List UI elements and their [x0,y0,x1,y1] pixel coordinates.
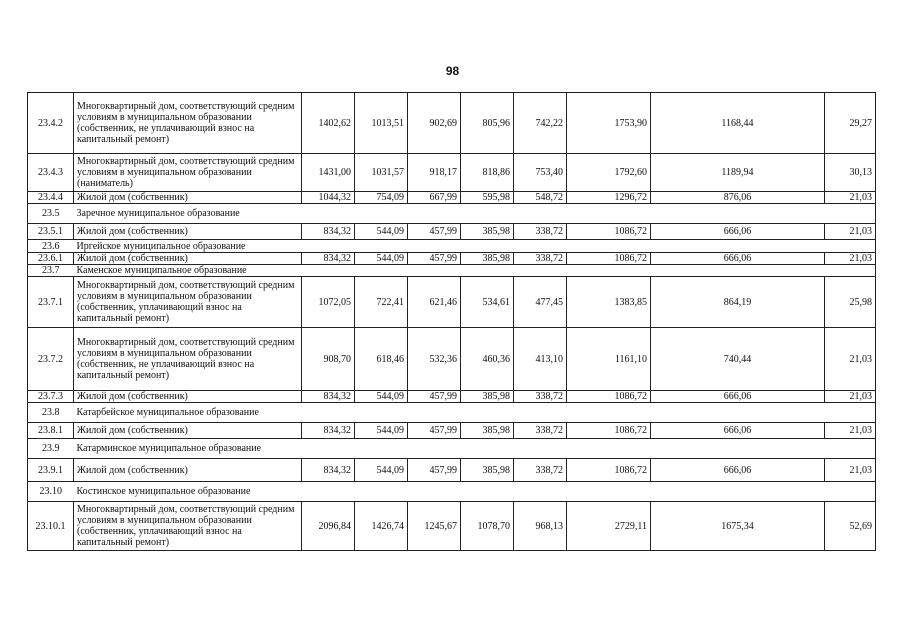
row-code: 23.5.1 [28,224,74,240]
row-value-v3: 1245,67 [408,502,461,551]
row-name: Жилой дом (собственник) [74,192,302,204]
row-code: 23.4.4 [28,192,74,204]
row-value-v5: 413,10 [514,328,567,391]
row-value-v6: 1086,72 [567,423,651,439]
row-value-v2: 544,09 [355,423,408,439]
table-row [28,253,876,265]
row-value-v7: 1189,94 [651,154,825,192]
row-name: Жилой дом (собственник) [74,459,302,482]
page-number: 98 [445,64,460,78]
section-code: 23.10 [28,482,74,502]
row-value-v3: 667,99 [408,192,461,204]
row-value-v1: 1044,32 [302,192,355,204]
row-value-v5: 968,13 [514,502,567,551]
row-value-v3: 457,99 [408,459,461,482]
row-value-v4: 595,98 [461,192,514,204]
row-value-v8: 21,03 [825,328,876,391]
row-value-v7: 740,44 [651,328,825,391]
row-value-v8: 21,03 [825,192,876,204]
row-name: Многоквартирный дом, соответствующий средним условиям в муниципальном образовании (собственник, уплачивающий взнос на капитальный ремонт) [74,277,302,328]
row-value-v7: 1168,44 [651,93,825,154]
row-value-v5: 742,22 [514,93,567,154]
row-value-v4: 385,98 [461,224,514,240]
section-title: Иргейское муниципальное образование [74,240,876,253]
section-row [28,240,876,253]
table-row [28,93,876,154]
row-value-v6: 1086,72 [567,391,651,403]
row-value-v3: 902,69 [408,93,461,154]
table-row [28,423,876,439]
row-value-v4: 805,96 [461,93,514,154]
table-row [28,277,876,328]
row-value-v1: 1402,62 [302,93,355,154]
row-value-v8: 21,03 [825,423,876,439]
row-value-v8: 21,03 [825,459,876,482]
row-name: Жилой дом (собственник) [74,224,302,240]
section-code: 23.7 [28,265,74,277]
row-value-v6: 1753,90 [567,93,651,154]
row-value-v1: 1431,00 [302,154,355,192]
row-value-v6: 1086,72 [567,253,651,265]
row-name: Многоквартирный дом, соответствующий средним условиям в муниципальном образовании (собственник, не уплачивающий взнос на капитальный ремонт) [74,93,302,154]
table-body [28,93,876,551]
row-value-v4: 1078,70 [461,502,514,551]
row-value-v4: 385,98 [461,253,514,265]
row-value-v1: 1072,05 [302,277,355,328]
row-value-v5: 338,72 [514,459,567,482]
section-code: 23.5 [28,204,74,224]
row-value-v3: 621,46 [408,277,461,328]
section-row [28,439,876,459]
row-value-v6: 1086,72 [567,459,651,482]
row-code: 23.6.1 [28,253,74,265]
section-title: Костинское муниципальное образование [74,482,876,502]
row-value-v8: 30,13 [825,154,876,192]
row-value-v4: 534,61 [461,277,514,328]
row-value-v5: 477,45 [514,277,567,328]
row-value-v8: 21,03 [825,224,876,240]
row-value-v3: 918,17 [408,154,461,192]
row-value-v1: 834,32 [302,253,355,265]
section-row [28,482,876,502]
row-name: Жилой дом (собственник) [74,391,302,403]
row-value-v3: 457,99 [408,253,461,265]
row-value-v2: 544,09 [355,224,408,240]
row-value-v1: 834,32 [302,391,355,403]
row-name: Жилой дом (собственник) [74,253,302,265]
row-value-v2: 618,46 [355,328,408,391]
row-value-v3: 532,36 [408,328,461,391]
row-value-v5: 548,72 [514,192,567,204]
row-value-v6: 1296,72 [567,192,651,204]
row-value-v5: 338,72 [514,423,567,439]
table-row [28,502,876,551]
row-code: 23.7.2 [28,328,74,391]
row-value-v5: 338,72 [514,224,567,240]
table-row [28,224,876,240]
row-value-v8: 21,03 [825,253,876,265]
row-value-v1: 834,32 [302,459,355,482]
row-name: Жилой дом (собственник) [74,423,302,439]
table-row [28,391,876,403]
row-code: 23.10.1 [28,502,74,551]
row-value-v5: 338,72 [514,391,567,403]
row-value-v1: 834,32 [302,423,355,439]
row-value-v2: 1013,51 [355,93,408,154]
row-value-v7: 864,19 [651,277,825,328]
row-value-v8: 25,98 [825,277,876,328]
row-code: 23.8.1 [28,423,74,439]
section-row [28,265,876,277]
row-code: 23.4.2 [28,93,74,154]
row-value-v7: 666,06 [651,253,825,265]
row-value-v7: 876,06 [651,192,825,204]
row-value-v4: 385,98 [461,423,514,439]
table-row [28,192,876,204]
row-value-v4: 385,98 [461,391,514,403]
row-value-v5: 338,72 [514,253,567,265]
row-value-v2: 544,09 [355,459,408,482]
row-value-v6: 2729,11 [567,502,651,551]
row-value-v6: 1383,85 [567,277,651,328]
section-code: 23.9 [28,439,74,459]
row-value-v8: 21,03 [825,391,876,403]
section-code: 23.6 [28,240,74,253]
row-value-v4: 818,86 [461,154,514,192]
row-value-v2: 1426,74 [355,502,408,551]
row-name: Многоквартирный дом, соответствующий средним условиям в муниципальном образовании (собственник, уплачивающий взнос на капитальный ремонт) [74,502,302,551]
row-value-v2: 754,09 [355,192,408,204]
section-title: Катарминское муниципальное образование [74,439,876,459]
section-title: Заречное муниципальное образование [74,204,876,224]
row-value-v6: 1792,60 [567,154,651,192]
row-value-v6: 1086,72 [567,224,651,240]
table-row [28,459,876,482]
row-value-v6: 1161,10 [567,328,651,391]
row-value-v4: 460,36 [461,328,514,391]
row-value-v3: 457,99 [408,224,461,240]
row-value-v7: 666,06 [651,224,825,240]
row-value-v8: 29,27 [825,93,876,154]
row-name: Многоквартирный дом, соответствующий средним условиям в муниципальном образовании (наниматель) [74,154,302,192]
table-row [28,328,876,391]
row-value-v8: 52,69 [825,502,876,551]
section-code: 23.8 [28,403,74,423]
row-value-v1: 2096,84 [302,502,355,551]
section-row [28,204,876,224]
row-value-v2: 544,09 [355,253,408,265]
row-value-v7: 666,06 [651,391,825,403]
row-value-v2: 544,09 [355,391,408,403]
row-value-v5: 753,40 [514,154,567,192]
row-name: Многоквартирный дом, соответствующий средним условиям в муниципальном образовании (собственник, не уплачивающий взнос на капитальный ремонт) [74,328,302,391]
row-value-v7: 666,06 [651,423,825,439]
row-value-v4: 385,98 [461,459,514,482]
row-code: 23.4.3 [28,154,74,192]
section-title: Каменское муниципальное образование [74,265,876,277]
section-row [28,403,876,423]
row-value-v2: 1031,57 [355,154,408,192]
section-title: Катарбейское муниципальное образование [74,403,876,423]
row-code: 23.9.1 [28,459,74,482]
row-value-v1: 834,32 [302,224,355,240]
row-value-v3: 457,99 [408,391,461,403]
row-value-v3: 457,99 [408,423,461,439]
row-value-v1: 908,70 [302,328,355,391]
row-code: 23.7.1 [28,277,74,328]
row-code: 23.7.3 [28,391,74,403]
tariff-table [27,92,876,551]
row-value-v7: 1675,34 [651,502,825,551]
row-value-v2: 722,41 [355,277,408,328]
table-row [28,154,876,192]
row-value-v7: 666,06 [651,459,825,482]
